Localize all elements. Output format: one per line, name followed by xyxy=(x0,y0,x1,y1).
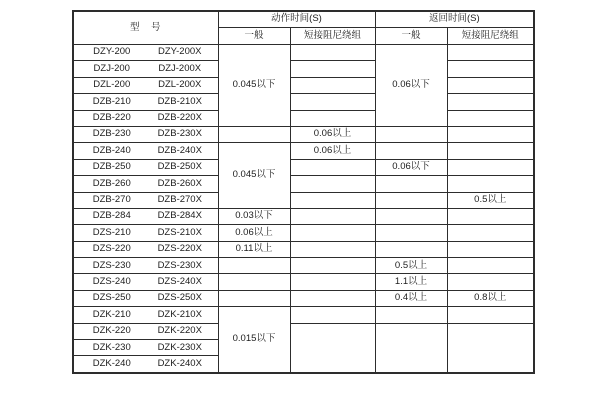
return-damped-cell xyxy=(447,225,534,241)
model-name-x: DZK-220X xyxy=(157,325,202,337)
action-damped-cell: 0.06以上 xyxy=(290,143,375,159)
action-damped-cell xyxy=(290,241,375,257)
model-name-x: DZB-220X xyxy=(157,112,202,124)
model-name-x: DZB-260X xyxy=(157,177,202,189)
action-general-cell xyxy=(218,274,290,290)
return-damped-cell xyxy=(447,176,534,192)
table-row xyxy=(73,323,534,339)
table-row xyxy=(73,307,534,323)
model-cell xyxy=(73,208,218,224)
return-general-cell xyxy=(375,323,447,373)
return-general-cell xyxy=(375,241,447,257)
model-name: DZS-220 xyxy=(92,243,131,255)
return-damped-cell xyxy=(447,208,534,224)
table-row xyxy=(73,143,534,159)
return-damped-cell xyxy=(447,258,534,274)
model-name-x: DZS-210X xyxy=(157,226,202,238)
model-name: DZS-240 xyxy=(92,275,131,287)
model-name-x: DZB-250X xyxy=(157,161,202,173)
model-name-x: DZS-220X xyxy=(157,243,202,255)
table-row xyxy=(73,241,534,257)
table-row xyxy=(73,126,534,142)
action-damped-cell xyxy=(290,225,375,241)
table-row xyxy=(73,94,534,110)
table-row xyxy=(73,176,534,192)
model-cell xyxy=(73,126,218,142)
action-general-cell: 0.11以上 xyxy=(218,241,290,257)
model-name-x: DZB-270X xyxy=(157,193,202,205)
action-damped-cell xyxy=(290,159,375,175)
header-row-groups xyxy=(73,11,534,28)
table-row xyxy=(73,159,534,175)
table-row xyxy=(73,192,534,208)
action-damped-cell xyxy=(290,323,375,373)
model-cell xyxy=(73,176,218,192)
model-name-x: DZJ-200X xyxy=(158,62,202,74)
model-name-x: DZB-230X xyxy=(157,128,202,140)
model-cell xyxy=(73,143,218,159)
col-header-action-time: 动作时间(S) xyxy=(218,11,375,28)
action-damped-cell xyxy=(290,208,375,224)
model-name-x: DZK-240X xyxy=(157,357,202,369)
col-header-action-general: 一般 xyxy=(218,28,290,45)
model-cell xyxy=(73,45,218,61)
action-damped-cell xyxy=(290,274,375,290)
table-row xyxy=(73,290,534,306)
return-general-cell xyxy=(375,307,447,323)
table-row xyxy=(73,258,534,274)
action-damped-cell xyxy=(290,176,375,192)
model-name: DZB-210 xyxy=(92,95,131,107)
model-name-x: DZK-210X xyxy=(157,308,202,320)
model-name: DZS-250 xyxy=(92,292,131,304)
model-cell xyxy=(73,274,218,290)
table-row xyxy=(73,208,534,224)
action-general-cell: 0.045以下 xyxy=(218,143,290,209)
action-damped-cell xyxy=(290,258,375,274)
model-name: DZK-230 xyxy=(92,341,131,353)
table-row xyxy=(73,110,534,126)
model-cell xyxy=(73,225,218,241)
action-damped-cell xyxy=(290,94,375,110)
model-cell xyxy=(73,61,218,77)
action-general-cell: 0.06以上 xyxy=(218,225,290,241)
relay-spec-table xyxy=(72,10,535,374)
return-general-cell: 0.06以下 xyxy=(375,45,447,127)
model-name: DZB-284 xyxy=(92,210,131,222)
return-damped-cell: 0.5以上 xyxy=(447,192,534,208)
model-name: DZB-250 xyxy=(92,161,131,173)
model-name-x: DZL-200X xyxy=(158,79,202,91)
model-name: DZB-220 xyxy=(92,112,131,124)
action-damped-cell xyxy=(290,192,375,208)
model-name-x: DZB-240X xyxy=(157,144,202,156)
table-row xyxy=(73,77,534,93)
model-name-x: DZY-200X xyxy=(158,46,202,58)
model-cell xyxy=(73,323,218,339)
return-damped-cell xyxy=(447,143,534,159)
model-name-x: DZS-250X xyxy=(157,292,202,304)
model-name: DZB-240 xyxy=(92,144,131,156)
return-general-cell: 0.4以上 xyxy=(375,290,447,306)
table-row xyxy=(73,225,534,241)
col-header-return-damped-winding: 短接阻尼绕组 xyxy=(447,28,534,45)
action-general-cell xyxy=(218,258,290,274)
model-name-x: DZK-230X xyxy=(157,341,202,353)
model-name: DZB-230 xyxy=(92,128,131,140)
table-row xyxy=(73,61,534,77)
return-damped-cell xyxy=(447,241,534,257)
return-damped-cell xyxy=(447,45,534,61)
action-general-cell: 0.015以下 xyxy=(218,307,290,373)
return-general-cell: 1.1以上 xyxy=(375,274,447,290)
model-cell xyxy=(73,258,218,274)
col-header-return-general: 一般 xyxy=(375,28,447,45)
return-general-cell xyxy=(375,225,447,241)
col-header-return-time: 返回时间(S) xyxy=(375,11,534,28)
action-damped-cell xyxy=(290,45,375,61)
table-row xyxy=(73,45,534,61)
model-cell xyxy=(73,192,218,208)
return-damped-cell xyxy=(447,110,534,126)
return-damped-cell xyxy=(447,126,534,142)
return-damped-cell xyxy=(447,323,534,373)
model-cell xyxy=(73,307,218,323)
return-damped-cell xyxy=(447,159,534,175)
action-general-cell: 0.03以下 xyxy=(218,208,290,224)
model-name-x: DZB-284X xyxy=(157,210,202,222)
table-row xyxy=(73,274,534,290)
action-damped-cell xyxy=(290,77,375,93)
model-name: DZY-200 xyxy=(93,46,131,58)
return-damped-cell xyxy=(447,274,534,290)
model-cell xyxy=(73,159,218,175)
model-name: DZL-200 xyxy=(93,79,131,91)
action-damped-cell: 0.06以上 xyxy=(290,126,375,142)
action-general-cell xyxy=(218,290,290,306)
table-body xyxy=(73,45,534,373)
model-cell xyxy=(73,340,218,356)
return-damped-cell: 0.8以上 xyxy=(447,290,534,306)
model-name: DZB-260 xyxy=(92,177,131,189)
model-name: DZK-240 xyxy=(92,357,131,369)
return-damped-cell xyxy=(447,94,534,110)
model-name: DZS-210 xyxy=(92,226,131,238)
return-general-cell xyxy=(375,192,447,208)
model-cell xyxy=(73,94,218,110)
return-damped-cell xyxy=(447,77,534,93)
return-general-cell xyxy=(375,176,447,192)
model-name: DZK-210 xyxy=(92,308,131,320)
action-damped-cell xyxy=(290,110,375,126)
model-cell xyxy=(73,110,218,126)
return-general-cell xyxy=(375,126,447,142)
model-name: DZK-220 xyxy=(92,325,131,337)
return-general-cell xyxy=(375,208,447,224)
action-damped-cell xyxy=(290,61,375,77)
return-general-cell: 0.5以上 xyxy=(375,258,447,274)
action-damped-cell xyxy=(290,307,375,323)
model-name: DZB-270 xyxy=(92,193,131,205)
model-name-x: DZB-210X xyxy=(157,95,202,107)
model-cell xyxy=(73,241,218,257)
model-cell xyxy=(73,290,218,306)
model-name-x: DZS-240X xyxy=(157,275,202,287)
model-name: DZJ-200 xyxy=(93,62,130,74)
col-header-model: 型 号 xyxy=(73,11,218,45)
action-damped-cell xyxy=(290,290,375,306)
model-cell xyxy=(73,356,218,373)
model-name-x: DZS-230X xyxy=(157,259,202,271)
action-general-cell: 0.045以下 xyxy=(218,45,290,127)
return-damped-cell xyxy=(447,61,534,77)
return-damped-cell xyxy=(447,307,534,323)
model-cell xyxy=(73,77,218,93)
return-general-cell xyxy=(375,143,447,159)
return-general-cell: 0.06以下 xyxy=(375,159,447,175)
action-general-cell xyxy=(218,126,290,142)
model-name: DZS-230 xyxy=(92,259,131,271)
col-header-action-damped-winding: 短接阻尼绕组 xyxy=(290,28,375,45)
